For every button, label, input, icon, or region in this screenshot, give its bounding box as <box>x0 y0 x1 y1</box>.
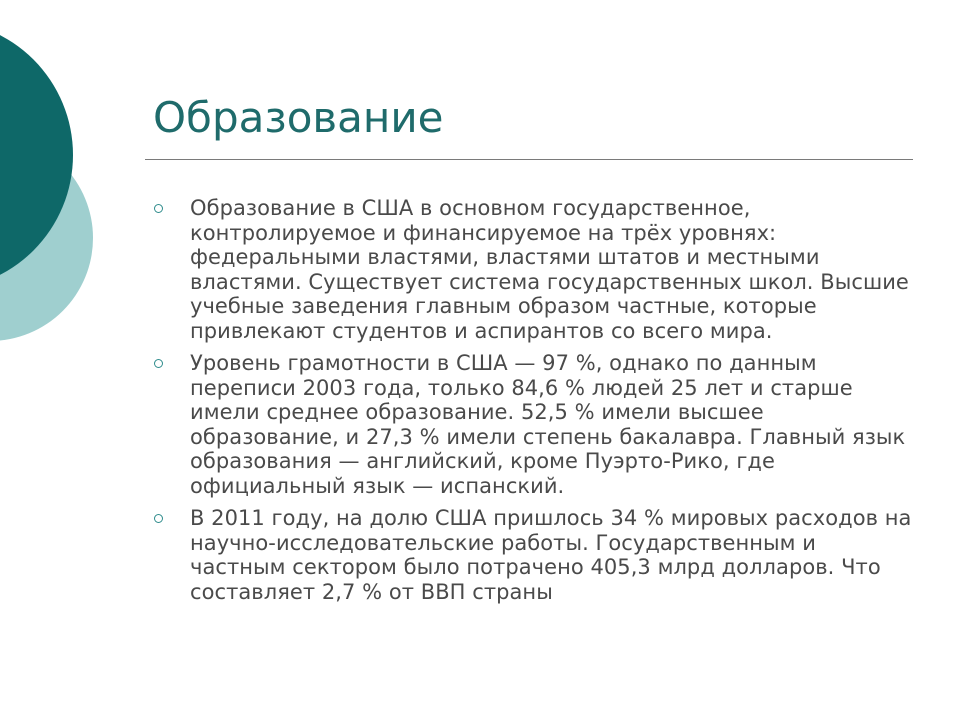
bullet-text: Образование в США в основном государственное, контролируемое и финансируемое на трёх уровнях: федеральными властями, властями штатов и местными властями. Существует система государственных школ. Высшие учебные заведения главным образом частные, которые привлекают студентов и аспирантов со всего мира. <box>190 196 909 343</box>
bullet-item-education-system <box>152 196 912 343</box>
bullet-text: Уровень грамотности в США — 97 %, однако по данным переписи 2003 года, только 84,6 % людей 25 лет и старше имели среднее образование. 52,5 % имели высшее образование, и 27,3 % имели степень бакалавра. Главный язык образования — английский, кроме Пуэрто-Рико, где официальный язык — испанский. <box>190 351 906 498</box>
bullet-item-literacy <box>152 351 912 498</box>
bullet-circle-icon <box>154 514 163 523</box>
title-divider <box>145 159 913 160</box>
bullet-list <box>152 196 912 612</box>
bullet-circle-icon <box>154 359 163 368</box>
slide-title: Образование <box>153 93 444 142</box>
bullet-circle-icon <box>154 204 163 213</box>
bullet-text: В 2011 году, на долю США пришлось 34 % мировых расходов на научно-исследовательские работы. Государственным и частным сектором было потрачено 405,3 млрд долларов. Что составляет 2,7 % от ВВП страны <box>190 506 912 604</box>
bullet-item-research-spending <box>152 506 912 604</box>
